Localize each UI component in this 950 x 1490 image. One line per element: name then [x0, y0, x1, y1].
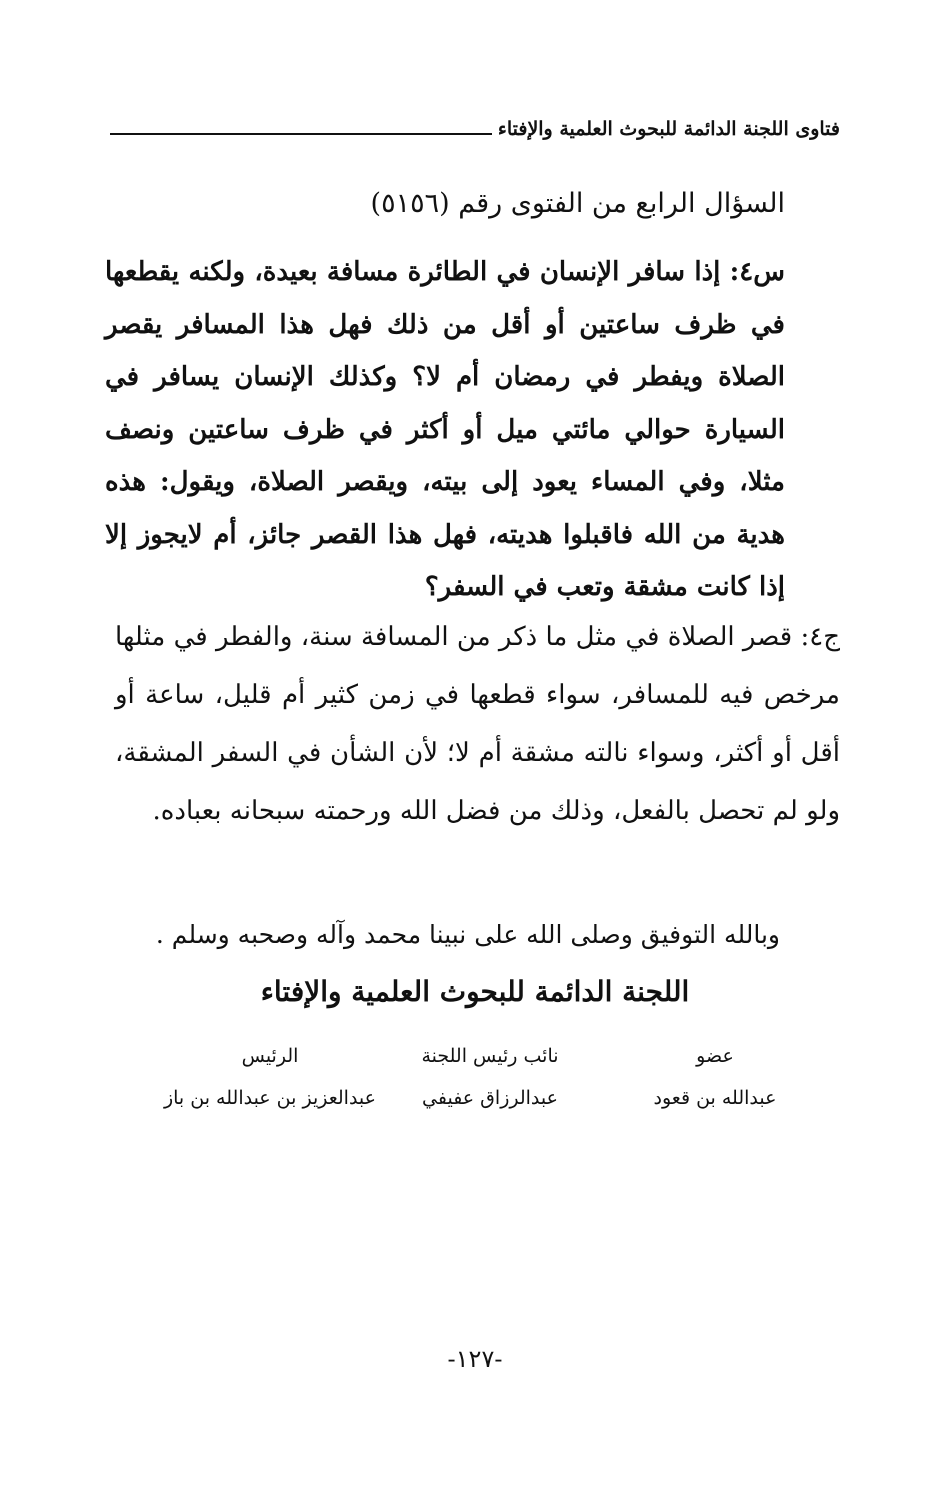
committee-name: اللجنة الدائمة للبحوث العلمية والإفتاء	[260, 975, 690, 1008]
closing-line: وبالله التوفيق وصلى الله على نبينا محمد وآله وصحبه وسلم .	[155, 920, 780, 949]
signature-member-role: عضو	[696, 1045, 734, 1067]
signature-deputy-name: عبدالرزاق عفيفي	[422, 1087, 558, 1109]
signature-head	[150, 1035, 390, 1119]
page-number: -١٢٧-	[447, 1345, 503, 1373]
running-header-title: فتاوى اللجنة الدائمة للبحوث العلمية والإفتاء	[497, 118, 840, 140]
signature-member	[640, 1035, 790, 1119]
signature-head-name: عبدالعزيز بن عبدالله بن باز	[163, 1087, 377, 1109]
signature-deputy-role: نائب رئيس اللجنة	[421, 1045, 559, 1067]
question-reference: السؤال الرابع من الفتوى رقم (٥١٥٦)	[370, 188, 785, 219]
signature-member-name: عبدالله بن قعود	[653, 1087, 777, 1109]
answer-paragraph: ج٤: قصر الصلاة في مثل ما ذكر من المسافة سنة، والفطر في مثلها مرخص فيه للمسافر، سواء قطعها في زمن كثير أم قليل، ساعة أو أقل أو أكثر، وسواء نالته مشقة أم لا؛ لأن الشأن في السفر المشقة، ولو لم تحصل بالفعل، وذلك من فضل الله ورحمته سبحانه بعباده.	[115, 622, 840, 826]
question-paragraph: س٤: إذا سافر الإنسان في الطائرة مسافة بعيدة، ولكنه يقطعها في ظرف ساعتين أو أقل من ذلك فهل هذا المسافر يقصر الصلاة ويفطر في رمضان أم لا؟ وكذلك الإنسان يسافر في السيارة حوالي مائتي ميل أو أكثر في ظرف ساعتين ونصف مثلا، وفي المساء يعود إلى بيته، ويقصر الصلاة، ويقول: هذه هدية من الله فاقبلوا هديته، فهل هذا القصر جائز، أم لايجوز إلا إذا كانت مشقة وتعب في السفر؟	[105, 257, 785, 602]
signature-deputy	[390, 1035, 590, 1119]
signature-head-role: الرئيس	[241, 1045, 299, 1067]
header-rule	[110, 133, 492, 135]
running-header	[110, 118, 840, 140]
